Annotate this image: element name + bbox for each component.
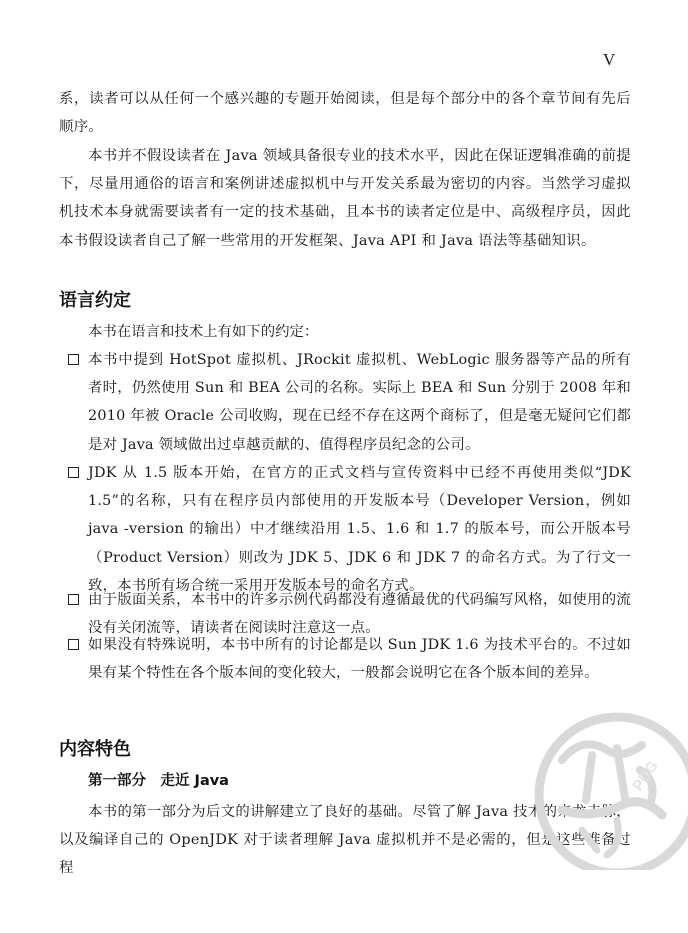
watermark-stamp [522,700,688,870]
intro-paragraph-2: 本书并不假设读者在 Java 领域具备很专业的技术水平，因此在保证逻辑准确的前提下，尽量用通俗的语言和案例讲述虚拟机中与开发关系最为密切的内容。当然学习虚拟机技术本身就需要读者有一定的技术基础，且本书的读者定位是中、高级程序员，因此本书假设读者自己了解一些常用的开发框架、Java API 和 Java 语法等基础知识。 [59,148,631,249]
conventions-lead: 本书在语言和技术上有如下的约定： [88,324,319,340]
list-item-text: 如果没有特殊说明，本书中所有的讨论都是以 Sun JDK 1.6 为技术平台的。不过如果有某个特性在各个版本间的变化较大，一般都会说明它在各个版本间的差异。 [88,637,631,682]
list-item [68,346,631,459]
checkbox-bullet-icon [68,354,79,365]
list-item [68,631,631,687]
list-item [68,459,631,600]
page-number: V [603,50,616,69]
stamp-seal-icon [539,717,688,870]
list-item-text: 由于版面关系，本书中的许多示例代码都没有遵循最优的代码编写风格，如使用的流没有关闭流等，请读者在阅读时注意这一点。 [88,592,631,637]
part-one-title: 第一部分 走近 Java [88,773,229,789]
list-item-text: JDK 从 1.5 版本开始，在官方的正式文档与宣传资料中已经不再使用类似“JDK 1.5”的名称，只有在程序员内部使用的开发版本号（Developer Version，例如 java -version 的输出）中才继续沿用 1.5、1.6 和 1.7 的版本号，而公开版本号（Product Version）则改为 JDK 5、JDK 6 和 JDK 7 的命名方式。为了行文一致，本书所有场合统一采用开发版本号的命名方式。 [88,465,631,594]
section-heading-features: 内容特色 [59,739,131,760]
intro-paragraph-1: 系，读者可以从任何一个感兴趣的专题开始阅读，但是每个部分中的各个章节间有先后顺序。 [59,91,631,136]
section-heading-conventions: 语言约定 [59,290,131,311]
part-one-paragraph: 本书的第一部分为后文的讲解建立了良好的基础。尽管了解 Java 技术的来龙去脉，以及编译自己的 OpenJDK 对于读者理解 Java 虚拟机并不是必需的，但是这些准备过程 [59,804,631,877]
checkbox-bullet-icon [68,467,79,478]
stamp-label: PDG [629,757,662,795]
checkbox-bullet-icon [68,594,79,605]
list-item-text: 本书中提到 HotSpot 虚拟机、JRockit 虚拟机、WebLogic 服务器等产品的所有者时，仍然使用 Sun 和 BEA 公司的名称。实际上 BEA 和 Sun 分别于 2008 年和 2010 年被 Oracle 公司收购，现在已经不存在这两个商标了，但是毫无疑问它们都是对 Java 领域做出过卓越贡献的、值得程序员纪念的公司。 [88,352,631,453]
checkbox-bullet-icon [68,639,79,650]
